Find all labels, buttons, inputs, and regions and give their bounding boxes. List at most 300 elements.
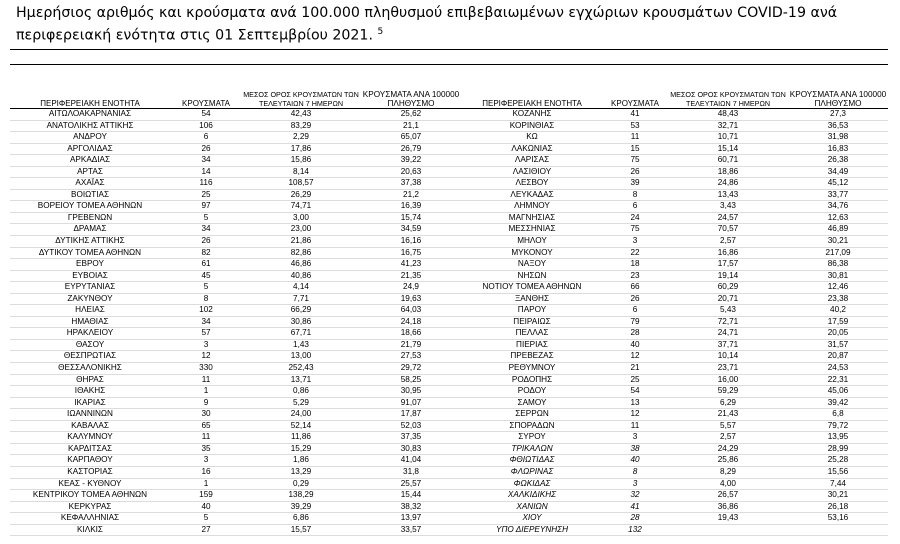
cell-region-left: ΒΟΡΕΙΟΥ ΤΟΜΕΑ ΑΘΗΝΩΝ: [37, 201, 143, 211]
cell-region-right: ΜΕΣΣΗΝΙΑΣ: [508, 224, 556, 234]
cell-per100k-right: 24,53: [827, 363, 849, 373]
cell-per100k-left: 41,04: [400, 455, 422, 465]
cell-per100k-left: 41,23: [400, 259, 422, 269]
table-row: [10, 259, 888, 271]
cell-region-right: ΥΠΟ ΔΙΕΡΕΥΝΗΣΗ: [496, 524, 568, 534]
cell-per100k-left: 30,83: [400, 443, 422, 453]
cell-per100k-left: 26,79: [400, 143, 422, 153]
cell-per100k-right: 36,53: [827, 120, 849, 130]
table-row: [10, 109, 888, 121]
table-row: [10, 155, 888, 167]
cell-avg-right: 32,71: [717, 120, 739, 130]
cell-avg-right: 10,71: [717, 132, 739, 142]
cell-per100k-right: 16,83: [827, 143, 849, 153]
cell-region-left: ΔΥΤΙΚΗΣ ΑΤΤΙΚΗΣ: [55, 236, 125, 246]
cell-cases-left: 97: [201, 201, 211, 211]
cell-avg-left: 13,71: [290, 374, 312, 384]
cell-cases-right: 23: [630, 270, 640, 280]
cell-per100k-left: 15,44: [400, 490, 422, 500]
table-row: [10, 236, 888, 248]
cell-cases-left: 45: [201, 270, 211, 280]
cell-cases-right: 26: [630, 166, 640, 176]
cell-cases-right: 132: [628, 524, 642, 534]
cell-per100k-left: 25,62: [400, 109, 422, 118]
cell-region-right: ΛΑΚΩΝΙΑΣ: [511, 143, 553, 153]
cell-per100k-right: 39,42: [827, 397, 849, 407]
cell-avg-left: 82,86: [290, 247, 312, 257]
cell-avg-right: 60,71: [717, 155, 739, 165]
cell-region-left: ΚΑΛΥΜΝΟΥ: [67, 432, 113, 442]
cell-region-left: ΑΝΔΡΟΥ: [73, 132, 107, 142]
cell-avg-left: 252,43: [288, 363, 314, 373]
cell-avg-left: 30,86: [290, 316, 312, 326]
cell-avg-right: 26,57: [717, 490, 739, 500]
cell-cases-right: 26: [630, 293, 640, 303]
cell-per100k-left: 13,97: [400, 513, 422, 523]
cell-per100k-left: 17,87: [400, 409, 422, 419]
cell-avg-right: 13,43: [717, 189, 739, 199]
col-header-per100k-left: ΚΡΟΥΣΜΑΤΑ ΑΝΑ 100000 ΠΛΗΘΥΣΜΟ: [362, 90, 460, 108]
cell-region-left: ΑΡΓΟΛΙΔΑΣ: [67, 143, 113, 153]
cell-per100k-left: 34,59: [400, 224, 422, 234]
cell-avg-left: 15,57: [290, 524, 312, 534]
cell-avg-right: 19,43: [717, 513, 739, 523]
cell-region-left: ΘΑΣΟΥ: [75, 339, 105, 349]
cell-avg-right: 48,43: [717, 109, 739, 118]
cell-cases-right: 6: [632, 305, 638, 315]
cell-cases-right: 11: [630, 132, 640, 142]
cell-avg-left: 3,00: [293, 212, 309, 222]
cell-cases-left: 3: [203, 455, 209, 465]
cell-cases-left: 9: [203, 397, 209, 407]
cell-region-right: ΦΛΩΡΙΝΑΣ: [510, 466, 554, 476]
table-row: [10, 420, 888, 432]
cell-avg-right: 10,14: [717, 351, 739, 361]
cell-avg-left: 74,71: [290, 201, 312, 211]
cell-avg-left: 13,29: [290, 466, 312, 476]
cell-avg-right: 18,86: [717, 166, 739, 176]
cell-per100k-right: 20,05: [827, 328, 849, 338]
cell-region-left: ΘΕΣΠΡΩΤΙΑΣ: [63, 351, 117, 361]
cell-region-right: ΠΕΙΡΑΙΩΣ: [513, 316, 551, 326]
cell-per100k-right: 17,59: [827, 316, 849, 326]
cell-region-left: ΑΙΤΩΛΟΑΚΑΡΝΑΝΙΑΣ: [48, 109, 132, 118]
cell-cases-right: 75: [630, 224, 640, 234]
col-header-cases-left: ΚΡΟΥΣΜΑΤΑ: [182, 99, 230, 108]
cell-per100k-left: 29,72: [400, 363, 422, 373]
cell-avg-left: 0,29: [293, 478, 309, 488]
cell-cases-left: 35: [201, 443, 211, 453]
cell-region-right: ΧΑΛΚΙΔΙΚΗΣ: [507, 490, 557, 500]
cell-cases-right: 75: [630, 155, 640, 165]
cell-per100k-right: 28,99: [827, 443, 849, 453]
cell-per100k-right: 31,98: [827, 132, 849, 142]
cell-cases-right: 12: [630, 409, 640, 419]
cell-cases-right: 66: [630, 282, 640, 292]
cell-cases-right: 38: [630, 443, 640, 453]
cell-avg-left: 46,86: [290, 259, 312, 269]
cell-avg-left: 8,14: [293, 166, 309, 176]
page-title: [16, 4, 886, 46]
cell-region-right: ΛΑΡΙΣΑΣ: [514, 155, 550, 165]
cell-region-right: ΡΕΘΥΜΝΟΥ: [508, 363, 556, 373]
cell-avg-right: 24,86: [717, 178, 739, 188]
cell-region-left: ΕΥΡΥΤΑΝΙΑΣ: [64, 282, 116, 292]
cell-region-left: ΓΡΕΒΕΝΩΝ: [67, 212, 113, 222]
table-row: [10, 328, 888, 340]
cell-avg-left: 4,14: [293, 282, 309, 292]
cell-avg-left: 21,86: [290, 236, 312, 246]
cell-per100k-left: 21,35: [400, 270, 422, 280]
covid-cases-table: [10, 84, 888, 536]
table-row: [10, 132, 888, 144]
cell-cases-left: 34: [201, 316, 211, 326]
cell-region-right: ΛΑΣΙΘΙΟΥ: [512, 166, 552, 176]
cell-cases-right: 3: [632, 432, 638, 442]
cell-per100k-left: 21,79: [400, 339, 422, 349]
cell-cases-right: 40: [630, 339, 640, 349]
table-row: [10, 443, 888, 455]
cell-region-left: ΚΕΡΚΥΡΑΣ: [68, 501, 112, 511]
cell-region-left: ΗΡΑΚΛΕΙΟΥ: [66, 328, 114, 338]
cell-per100k-right: 7,44: [830, 478, 846, 488]
cell-avg-right: 23,71: [717, 363, 739, 373]
cell-avg-left: 0,86: [293, 386, 309, 396]
cell-per100k-right: 31,57: [827, 339, 849, 349]
cell-region-right: ΚΟΖΑΝΗΣ: [512, 109, 552, 118]
col-header-avg-right: ΜΕΣΟΣ ΟΡΟΣ ΚΡΟΥΣΜΑΤΩΝ ΤΩΝ ΤΕΛΕΥΤΑΙΩΝ 7 ΗΜΕΡΩΝ: [670, 90, 786, 108]
cell-cases-right: 22: [630, 247, 640, 257]
table-header-row: [10, 84, 888, 109]
cell-region-left: ΚΙΛΚΙΣ: [76, 524, 103, 534]
cell-per100k-left: 16,75: [400, 247, 422, 257]
cell-avg-right: 15,14: [717, 143, 739, 153]
cell-avg-left: 15,86: [290, 155, 312, 165]
cell-avg-left: 40,86: [290, 270, 312, 280]
cell-cases-left: 5: [203, 212, 209, 222]
footnote-mark: 5: [377, 27, 384, 37]
col-header-region-right: ΠΕΡΙΦΕΡΕΙΑΚΗ ΕΝΟΤΗΤΑ: [482, 99, 582, 108]
cell-avg-left: 83,29: [290, 120, 312, 130]
cell-per100k-left: 24,9: [403, 282, 419, 292]
cell-avg-left: 138,29: [288, 490, 314, 500]
cell-avg-right: 20,71: [717, 293, 739, 303]
cell-per100k-left: 52,03: [400, 420, 422, 430]
cell-avg-left: 66,29: [290, 305, 312, 315]
cell-cases-left: 1: [203, 478, 209, 488]
table-row: [10, 166, 888, 178]
cell-per100k-left: 20,63: [400, 166, 422, 176]
table-row: [10, 212, 888, 224]
cell-region-left: ΘΕΣΣΑΛΟΝΙΚΗΣ: [58, 363, 122, 373]
table-row: [10, 293, 888, 305]
col-header-region-left: ΠΕΡΙΦΕΡΕΙΑΚΗ ΕΝΟΤΗΤΑ: [40, 99, 140, 108]
cell-region-right: ΣΕΡΡΩΝ: [515, 409, 549, 419]
table-row: [10, 386, 888, 398]
cell-cases-left: 330: [199, 363, 213, 373]
cell-cases-right: 28: [630, 513, 640, 523]
cell-avg-right: 37,71: [717, 339, 739, 349]
cell-cases-left: 159: [199, 490, 213, 500]
cell-per100k-left: 25,57: [400, 478, 422, 488]
cell-avg-right: 24,29: [717, 443, 739, 453]
cell-per100k-right: 20,87: [827, 351, 849, 361]
cell-per100k-right: 26,18: [827, 501, 849, 511]
cell-region-left: ΖΑΚΥΝΘΟΥ: [67, 293, 113, 303]
cell-avg-right: 2,57: [720, 236, 736, 246]
cell-avg-right: 5,57: [720, 420, 736, 430]
cell-avg-right: 5,43: [720, 305, 736, 315]
cell-avg-right: 16,00: [717, 374, 739, 384]
cell-avg-right: 70,57: [717, 224, 739, 234]
cell-cases-right: 24: [630, 212, 640, 222]
cell-region-left: ΚΕΦΑΛΛΗΝΙΑΣ: [60, 513, 120, 523]
col-header-per100k-right: ΚΡΟΥΣΜΑΤΑ ΑΝΑ 100000 ΠΛΗΘΥΣΜΟ: [789, 90, 887, 108]
cell-region-left: ΑΡΚΑΔΙΑΣ: [69, 155, 111, 165]
cell-avg-right: [668, 524, 788, 536]
cell-cases-left: 11: [201, 374, 211, 384]
cell-per100k-right: 23,38: [827, 293, 849, 303]
cell-avg-left: 42,43: [290, 109, 312, 118]
cell-avg-right: 72,71: [717, 316, 739, 326]
cell-region-right: ΞΑΝΘΗΣ: [514, 293, 550, 303]
table-row: [10, 513, 888, 525]
cell-per100k-right: 12,63: [827, 212, 849, 222]
cell-per100k-right: 12,46: [827, 282, 849, 292]
cell-cases-left: 61: [201, 259, 211, 269]
cell-per100k-right: 45,12: [827, 178, 849, 188]
cell-per100k-left: 64,03: [400, 305, 422, 315]
cell-region-left: ΔΥΤΙΚΟΥ ΤΟΜΕΑ ΑΘΗΝΩΝ: [38, 247, 142, 257]
cell-cases-left: 8: [203, 293, 209, 303]
table-row: [10, 189, 888, 201]
table-row: [10, 316, 888, 328]
cell-avg-right: 4,00: [720, 478, 736, 488]
table-row: [10, 501, 888, 513]
cell-cases-left: 34: [201, 224, 211, 234]
cell-avg-right: 24,71: [717, 328, 739, 338]
cell-per100k-left: 91,07: [400, 397, 422, 407]
cell-per100k-left: 58,25: [400, 374, 422, 384]
cell-region-left: ΚΕΝΤΡΙΚΟΥ ΤΟΜΕΑ ΑΘΗΝΩΝ: [32, 490, 148, 500]
cell-cases-left: 116: [199, 178, 213, 188]
cell-region-left: ΑΡΤΑΣ: [77, 166, 103, 176]
table-row: [10, 282, 888, 294]
cell-avg-right: 24,57: [717, 212, 739, 222]
cell-avg-left: 17,86: [290, 143, 312, 153]
cell-region-left: ΚΑΣΤΟΡΙΑΣ: [67, 466, 113, 476]
cell-cases-right: 28: [630, 328, 640, 338]
cell-region-left: ΔΡΑΜΑΣ: [73, 224, 107, 234]
cell-region-right: ΝΗΣΩΝ: [517, 270, 547, 280]
cell-region-right: ΛΕΥΚΑΔΑΣ: [510, 189, 554, 199]
cell-region-right: ΧΙΟΥ: [522, 513, 542, 523]
cell-per100k-left: 30,95: [400, 386, 422, 396]
cell-avg-left: 2,29: [293, 132, 309, 142]
cell-region-right: ΦΘΙΩΤΙΔΑΣ: [509, 455, 555, 465]
cell-region-right: ΠΙΕΡΙΑΣ: [516, 339, 548, 349]
cell-per100k-left: 31,8: [403, 466, 419, 476]
table-row: [10, 178, 888, 190]
cell-per100k-left: 38,32: [400, 501, 422, 511]
cell-region-right: ΜΗΛΟΥ: [517, 236, 547, 246]
cell-per100k-right: 86,38: [827, 259, 849, 269]
cell-region-left: ΚΑΡΠΑΘΟΥ: [67, 455, 113, 465]
cell-cases-right: 3: [632, 478, 638, 488]
cell-per100k-right: 30,21: [827, 490, 849, 500]
cell-region-right: ΣΑΜΟΥ: [517, 397, 547, 407]
cell-cases-right: 53: [630, 120, 640, 130]
cell-avg-left: 52,14: [290, 420, 312, 430]
cell-cases-left: 3: [203, 339, 209, 349]
cell-per100k-left: 18,66: [400, 328, 422, 338]
cell-cases-left: 106: [199, 120, 213, 130]
cell-region-left: ΗΜΑΘΙΑΣ: [71, 316, 109, 326]
cell-region-right: ΝΑΞΟΥ: [517, 259, 547, 269]
cell-avg-right: 16,86: [717, 247, 739, 257]
cell-avg-left: 13,00: [290, 351, 312, 361]
cell-per100k-right: 6,8: [832, 409, 844, 419]
cell-cases-right: 3: [632, 236, 638, 246]
cell-region-right: ΝΟΤΙΟΥ ΤΟΜΕΑ ΑΘΗΝΩΝ: [482, 282, 582, 292]
table-row: [10, 524, 888, 536]
second-divider: [10, 64, 888, 65]
col-header-cases-right: ΚΡΟΥΣΜΑΤΑ: [611, 99, 659, 108]
cell-per100k-right: 25,28: [827, 455, 849, 465]
cell-per100k-right: 45,06: [827, 386, 849, 396]
cell-per100k-right: 33,77: [827, 189, 849, 199]
cell-avg-left: 26,29: [290, 189, 312, 199]
cell-cases-right: 21: [630, 363, 640, 373]
cell-cases-right: 32: [630, 490, 640, 500]
cell-avg-right: 25,86: [717, 455, 739, 465]
cell-region-left: ΙΘΑΚΗΣ: [74, 386, 106, 396]
cell-cases-right: 12: [630, 351, 640, 361]
cell-per100k-right: 217,09: [825, 247, 851, 257]
cell-avg-right: 36,86: [717, 501, 739, 511]
cell-avg-left: 23,00: [290, 224, 312, 234]
cell-cases-right: 6: [632, 201, 638, 211]
table-row: [10, 305, 888, 317]
cell-avg-left: 24,00: [290, 409, 312, 419]
cell-region-right: ΦΩΚΙΔΑΣ: [513, 478, 551, 488]
cell-cases-right: 25: [630, 374, 640, 384]
cell-region-right: ΜΥΚΟΝΟΥ: [511, 247, 553, 257]
cell-cases-right: 11: [630, 420, 640, 430]
cell-cases-left: 82: [201, 247, 211, 257]
cell-region-right: ΚΟΡΙΝΘΙΑΣ: [509, 120, 555, 130]
cell-avg-right: 8,29: [720, 466, 736, 476]
cell-per100k-left: 21,1: [403, 120, 419, 130]
cell-cases-left: 14: [201, 166, 211, 176]
cell-cases-right: 41: [630, 109, 640, 118]
table-row: [10, 247, 888, 259]
table-row: [10, 270, 888, 282]
cell-cases-left: 34: [201, 155, 211, 165]
cell-per100k-left: 21,2: [403, 189, 419, 199]
cell-region-left: ΚΕΑΣ - ΚΥΘΝΟΥ: [58, 478, 122, 488]
cell-avg-left: 15,29: [290, 443, 312, 453]
cell-region-right: ΠΑΡΟΥ: [517, 305, 547, 315]
cell-region-right: ΣΥΡΟΥ: [518, 432, 546, 442]
cell-avg-right: 59,29: [717, 386, 739, 396]
cell-region-right: ΡΟΔΟΥ: [517, 386, 547, 396]
cell-region-left: ΑΧΑΪΑΣ: [75, 178, 105, 188]
table-row: [10, 397, 888, 409]
cell-cases-right: 18: [630, 259, 640, 269]
cell-cases-left: 27: [201, 524, 211, 534]
cell-per100k-right: 27,3: [830, 109, 846, 118]
cell-region-left: ΚΑΡΔΙΤΣΑΣ: [67, 443, 113, 453]
table-row: [10, 339, 888, 351]
cell-cases-left: 54: [201, 109, 211, 118]
cell-per100k-right: [788, 524, 888, 536]
cell-avg-left: 39,29: [290, 501, 312, 511]
cell-cases-left: 12: [201, 351, 211, 361]
cell-avg-right: 60,29: [717, 282, 739, 292]
cell-region-right: ΧΑΝΙΩΝ: [516, 501, 548, 511]
cell-avg-left: 108,57: [288, 178, 314, 188]
cell-per100k-left: 16,39: [400, 201, 422, 211]
table-row: [10, 490, 888, 502]
table-row: [10, 374, 888, 386]
cell-cases-left: 26: [201, 143, 211, 153]
cell-avg-right: 2,57: [720, 432, 736, 442]
cell-cases-left: 26: [201, 236, 211, 246]
cell-per100k-left: 15,74: [400, 212, 422, 222]
cell-avg-right: 3,43: [720, 201, 736, 211]
cell-cases-right: 13: [630, 397, 640, 407]
cell-per100k-right: 34,49: [827, 166, 849, 176]
cell-cases-left: 6: [203, 132, 209, 142]
cell-region-left: ΙΚΑΡΙΑΣ: [74, 397, 106, 407]
cell-region-left: ΙΩΑΝΝΙΝΩΝ: [67, 409, 113, 419]
table-row: [10, 351, 888, 363]
cell-region-right: ΚΩ: [526, 132, 538, 142]
cell-per100k-left: 16,16: [400, 236, 422, 246]
top-divider: [10, 49, 888, 50]
cell-region-right: ΠΡΕΒΕΖΑΣ: [510, 351, 554, 361]
cell-per100k-right: 26,38: [827, 155, 849, 165]
col-header-avg-left: ΜΕΣΟΣ ΟΡΟΣ ΚΡΟΥΣΜΑΤΩΝ ΤΩΝ ΤΕΛΕΥΤΑΙΩΝ 7 ΗΜΕΡΩΝ: [243, 90, 359, 108]
table-row: [10, 432, 888, 444]
cell-region-right: ΠΕΛΛΑΣ: [515, 328, 549, 338]
cell-avg-left: 6,86: [293, 513, 309, 523]
cell-per100k-right: 22,31: [827, 374, 849, 384]
cell-region-right: ΡΟΔΟΠΗΣ: [511, 374, 553, 384]
cell-cases-left: 65: [201, 420, 211, 430]
cell-region-left: ΗΛΕΙΑΣ: [75, 305, 105, 315]
cell-per100k-left: 33,57: [400, 524, 422, 534]
cell-region-right: ΤΡΙΚΑΛΩΝ: [511, 443, 553, 453]
cell-per100k-right: 13,95: [827, 432, 849, 442]
cell-cases-right: 15: [630, 143, 640, 153]
cell-per100k-left: 37,35: [400, 432, 422, 442]
cell-per100k-left: 39,22: [400, 155, 422, 165]
cell-per100k-right: 79,72: [827, 420, 849, 430]
cell-avg-left: 1,43: [293, 339, 309, 349]
cell-cases-left: 11: [201, 432, 211, 442]
cell-avg-left: 67,71: [290, 328, 312, 338]
table-row: [10, 143, 888, 155]
table-row: [10, 455, 888, 467]
cell-avg-right: 17,57: [717, 259, 739, 269]
cell-avg-right: 19,14: [717, 270, 739, 280]
cell-cases-right: 8: [632, 466, 638, 476]
cell-region-left: ΑΝΑΤΟΛΙΚΗΣ ΑΤΤΙΚΗΣ: [46, 120, 134, 130]
cell-cases-left: 102: [199, 305, 213, 315]
cell-per100k-right: 40,2: [830, 305, 846, 315]
